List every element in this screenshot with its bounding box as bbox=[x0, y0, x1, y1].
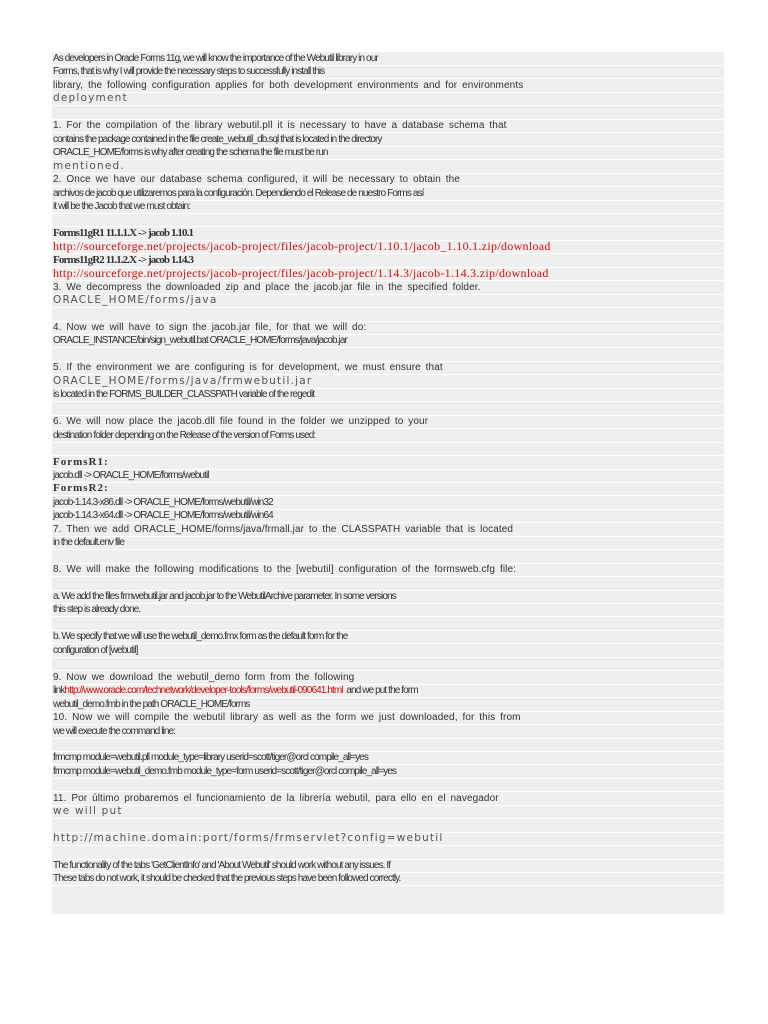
blank-line bbox=[52, 657, 724, 671]
paragraph-line: library, the following configuration applies for both development environments and for environments bbox=[52, 79, 724, 93]
paragraph-line: jacob-1.14.3-x86.dll -> ORACLE_HOME/forms/webutil/win32 bbox=[52, 496, 724, 510]
paragraph-line: destination folder depending on the Release of the version of Forms used: bbox=[52, 429, 724, 443]
paragraph-line: b. We specify that we will use the webutil_demo.fmx form as the default form for the bbox=[52, 630, 724, 644]
blank-line bbox=[52, 402, 724, 416]
paragraph-line: a. We add the files frmwebutil.jar and jacob.jar to the WebutilArchive parameter. In some versions bbox=[52, 590, 724, 604]
webutil-demo-download-link[interactable]: http://www.oracle.com/technetwork/developer-tools/forms/webutil-090641.html bbox=[64, 685, 343, 697]
paragraph-line: 4. Now we will have to sign the jacob.jar file, for that we will do: bbox=[52, 321, 724, 335]
code-path-line: ORACLE_HOME/forms/java bbox=[52, 294, 724, 308]
paragraph-line: frmcmp module=webutil_demo.fmb module_type=form userid=scott/tiger@orcl compile_all=yes bbox=[52, 765, 724, 779]
paragraph-line: it will be the Jacob that we must obtain: bbox=[52, 200, 724, 214]
code-path-line: ORACLE_HOME/forms/java/frmwebutil.jar bbox=[52, 375, 724, 389]
section-heading: Forms11gR1 11.1.1.X -> jacob 1.10.1 bbox=[52, 227, 724, 241]
download-url-link[interactable]: http://sourceforge.net/projects/jacob-project/files/jacob-project/1.14.3/jacob-1.14.3.zip/download bbox=[52, 267, 724, 281]
paragraph-line: we will execute the command line: bbox=[52, 725, 724, 739]
blank-line bbox=[52, 778, 724, 792]
blank-line bbox=[52, 617, 724, 631]
paragraph-line: jacob-1.14.3-x64.dll -> ORACLE_HOME/forms/webutil/win64 bbox=[52, 509, 724, 523]
blank-line bbox=[52, 308, 724, 322]
blank-line bbox=[52, 106, 724, 120]
paragraph-line: jacob.dll -> ORACLE_HOME/forms/webutil bbox=[52, 469, 724, 483]
paragraph-line: 8. We will make the following modifications to the [webutil] configuration of the formsweb.cfg file: bbox=[52, 563, 724, 577]
paragraph-line: The functionality of the tabs 'GetClientInfo' and 'About Webutil' should work without any issues. If bbox=[52, 859, 724, 873]
paragraph-line: configuration of [webutil] bbox=[52, 644, 724, 658]
blank-line bbox=[52, 213, 724, 227]
paragraph-line: is located in the FORMS_BUILDER_CLASSPATH variable of the regedit bbox=[52, 388, 724, 402]
paragraph-line: As developers in Oracle Forms 11g, we will know the importance of the Webutil library in our bbox=[52, 52, 724, 66]
link-suffix-text: and we put the form bbox=[342, 685, 418, 697]
paragraph-line: this step is already done. bbox=[52, 603, 724, 617]
blank-line bbox=[52, 550, 724, 564]
blank-line bbox=[52, 738, 724, 752]
section-heading: FormsR2: bbox=[52, 482, 724, 496]
code-path-line: deployment bbox=[52, 92, 724, 106]
code-path-line: we will put bbox=[52, 805, 724, 819]
link-prefix-text: link bbox=[53, 685, 65, 697]
paragraph-line: 11. Por último probaremos el funcionamiento de la librería webutil, para ello en el navegador bbox=[52, 792, 724, 806]
paragraph-line: ORACLE_HOME/forms is why after creating the schema the file must be run bbox=[52, 146, 724, 160]
paragraph-line-with-link bbox=[52, 684, 724, 698]
paragraph-line: 6. We will now place the jacob.dll file found in the folder we unzipped to your bbox=[52, 415, 724, 429]
code-path-line: http://machine.domain:port/forms/frmservlet?config=webutil bbox=[52, 832, 724, 846]
blank-line bbox=[52, 819, 724, 833]
paragraph-line: webutil_demo.fmb in the path ORACLE_HOME/forms bbox=[52, 698, 724, 712]
document-page bbox=[52, 52, 724, 914]
download-url-link[interactable]: http://sourceforge.net/projects/jacob-project/files/jacob-project/1.10.1/jacob_1.10.1.zip/download bbox=[52, 240, 724, 254]
paragraph-line: 9. Now we download the webutil_demo form from the following bbox=[52, 671, 724, 685]
section-heading: Forms11gR2 11.1.2.X -> jacob 1.14.3 bbox=[52, 254, 724, 268]
paragraph-line: ORACLE_INSTANCE/bin/sign_webutil.bat ORACLE_HOME/forms/java/jacob.jar bbox=[52, 334, 724, 348]
blank-line bbox=[52, 577, 724, 591]
blank-line bbox=[52, 846, 724, 860]
paragraph-line: archivos de jacob que utilizaremos para la configuración. Dependiendo el Release de nuestro Forms así bbox=[52, 187, 724, 201]
paragraph-line: 7. Then we add ORACLE_HOME/forms/java/frmall.jar to the CLASSPATH variable that is located bbox=[52, 523, 724, 537]
paragraph-line: 5. If the environment we are configuring is for development, we must ensure that bbox=[52, 361, 724, 375]
paragraph-line: 1. For the compilation of the library webutil.pll it is necessary to have a database schema that bbox=[52, 119, 724, 133]
blank-line bbox=[52, 442, 724, 456]
paragraph-line: in the default.env file bbox=[52, 536, 724, 550]
blank-line bbox=[52, 348, 724, 362]
paragraph-line: 10. Now we will compile the webutil library as well as the form we just downloaded, for this from bbox=[52, 711, 724, 725]
code-path-line: mentioned. bbox=[52, 160, 724, 174]
paragraph-line: 3. We decompress the downloaded zip and place the jacob.jar file in the specified folder. bbox=[52, 281, 724, 295]
paragraph-line: 2. Once we have our database schema configured, it will be necessary to obtain the bbox=[52, 173, 724, 187]
section-heading: FormsR1: bbox=[52, 456, 724, 470]
paragraph-line: These tabs do not work, it should be checked that the previous steps have been followed correctly. bbox=[52, 872, 724, 886]
paragraph-line: Forms, that is why I will provide the necessary steps to successfully install this bbox=[52, 65, 724, 79]
paragraph-line: frmcmp module=webutil.pll module_type=library userid=scott/tiger@orcl compile_all=yes bbox=[52, 751, 724, 765]
paragraph-line: contains the package contained in the file create_webutil_db.sql that is located in the directory bbox=[52, 133, 724, 147]
